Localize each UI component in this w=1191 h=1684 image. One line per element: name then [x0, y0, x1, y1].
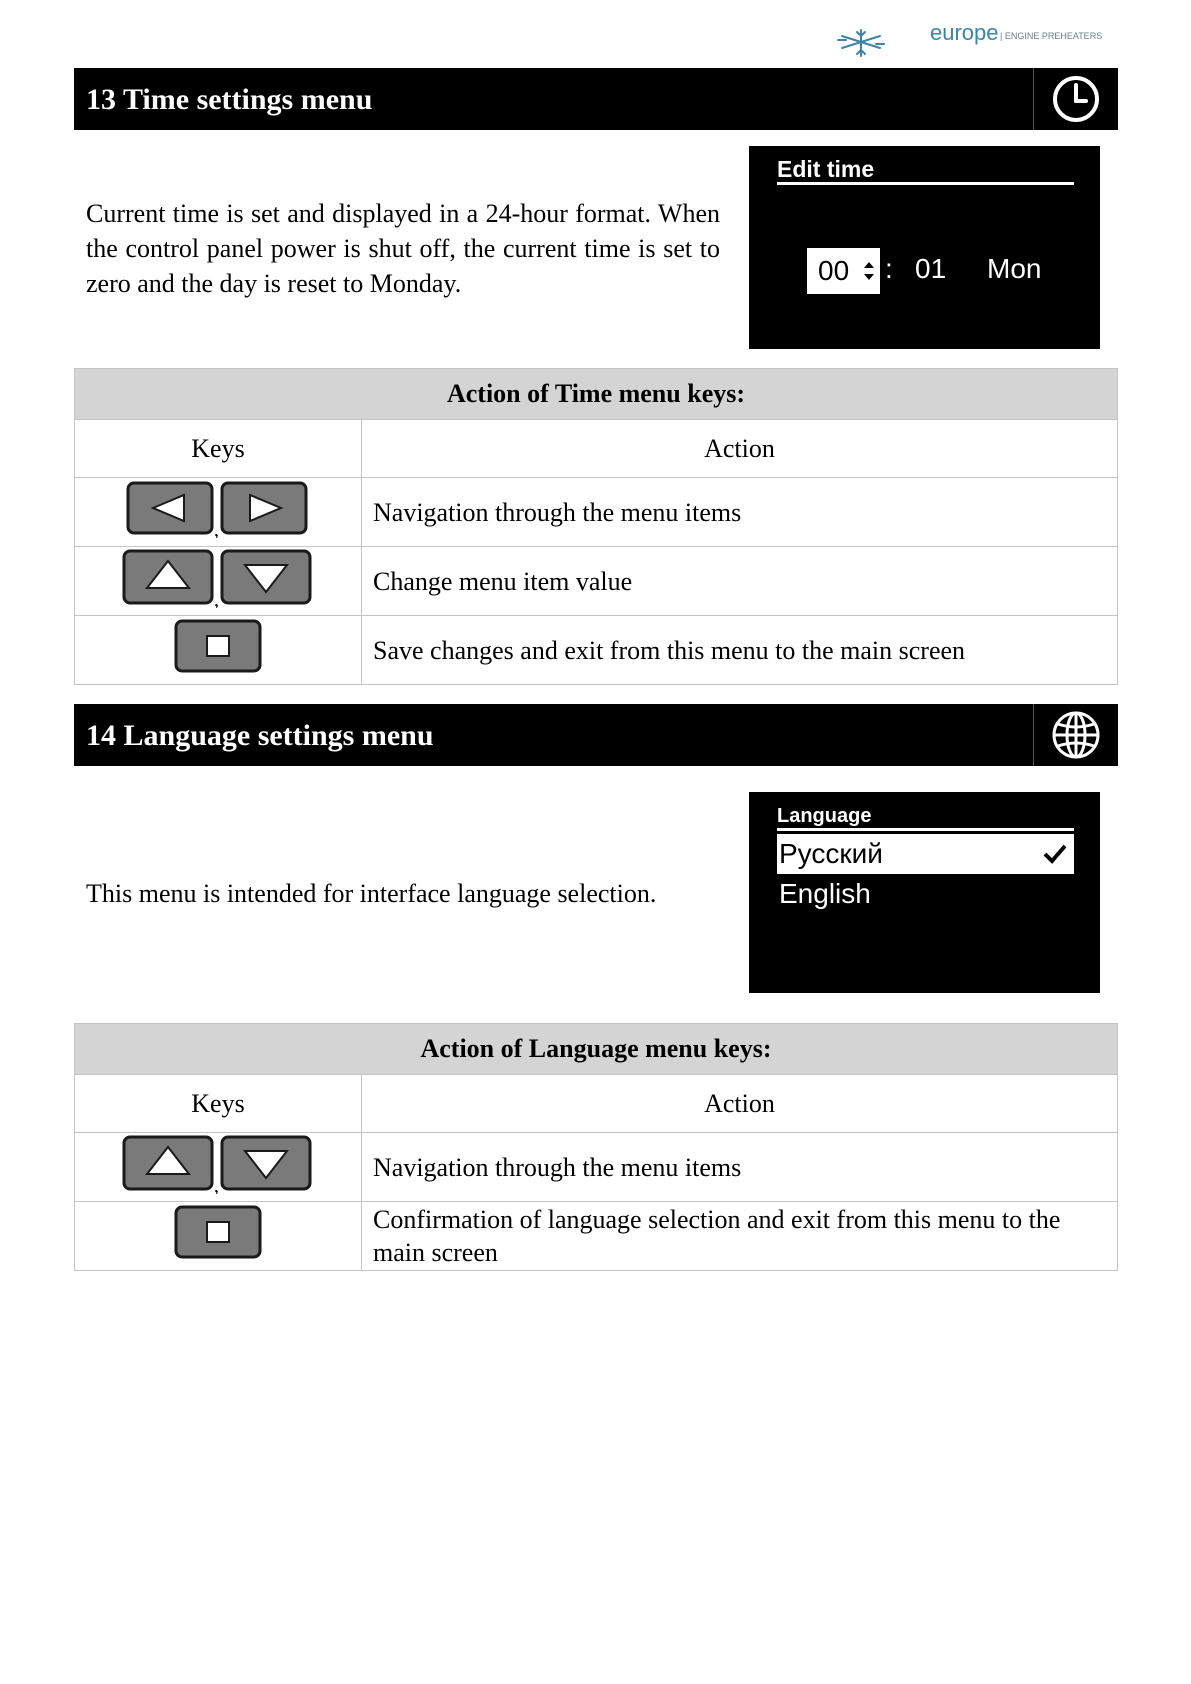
action-cell: Change menu item value: [362, 547, 1118, 616]
table-row: [75, 616, 1118, 685]
time-section-title: 13 Time settings menu: [86, 83, 373, 116]
action-cell: Navigation through the menu items: [362, 1133, 1118, 1202]
hours-field[interactable]: [807, 248, 880, 294]
language-table-action-header: Action: [362, 1075, 1118, 1133]
action-cell: Navigation through the menu items: [362, 478, 1118, 547]
left-right-keys: [125, 480, 311, 538]
table-row: [75, 1202, 1118, 1271]
table-row: [75, 478, 1118, 547]
language-option-russian[interactable]: [777, 834, 1074, 874]
action-cell: Confirmation of language selection and exit from this menu to the main screen: [362, 1202, 1118, 1271]
keys-cell: [75, 1202, 362, 1271]
keys-cell: [75, 616, 362, 685]
square-key-icon: [173, 618, 263, 676]
brand-logo: [836, 20, 1116, 58]
right-arrow-key-icon: [222, 483, 306, 533]
time-table-keys-header: Keys: [75, 420, 362, 478]
language-option-label: English: [779, 878, 871, 909]
snowflake-icon: [836, 28, 886, 58]
left-arrow-key-icon: [128, 483, 212, 533]
time-section-header: [74, 68, 1118, 130]
day-value[interactable]: Mon: [987, 253, 1042, 284]
globe-icon: [1051, 710, 1101, 760]
down-arrow-key-icon: [222, 551, 310, 603]
square-key-icon: [173, 1204, 263, 1262]
language-table-caption: Action of Language menu keys:: [75, 1024, 1118, 1075]
clock-icon: [1051, 74, 1101, 124]
language-option-english[interactable]: [777, 874, 1074, 914]
time-table-action-header: Action: [362, 420, 1118, 478]
time-section-description: Current time is set and displayed in a 24-hour format. When the control panel power is shut off, the current time is set to zero and the day is reset to Monday.: [86, 199, 720, 298]
edit-time-underline: [777, 182, 1074, 185]
time-keys-table: [74, 368, 1118, 685]
up-down-keys: [121, 1134, 315, 1194]
keys-cell: [75, 1133, 362, 1202]
table-row: [75, 547, 1118, 616]
down-arrow-key-icon: [222, 1137, 310, 1189]
key-separator: ,: [214, 1174, 219, 1194]
language-option-label: Русский: [779, 838, 883, 869]
edit-time-heading: Edit time: [777, 156, 875, 182]
language-keys-table: [74, 1023, 1118, 1271]
checkmark-icon: [1042, 843, 1068, 865]
keys-cell: [75, 478, 362, 547]
up-down-keys: [121, 548, 315, 608]
keys-cell: [75, 547, 362, 616]
language-heading: Language: [777, 805, 872, 827]
hours-value: 00: [818, 255, 850, 286]
key-separator: ,: [214, 518, 219, 538]
language-section-title: 14 Language settings menu: [86, 719, 434, 752]
time-separator: :: [885, 253, 893, 284]
up-arrow-key-icon: [124, 1137, 212, 1189]
time-table-caption: Action of Time menu keys:: [75, 369, 1118, 420]
minutes-value[interactable]: 01: [915, 253, 947, 284]
up-arrow-key-icon: [124, 551, 212, 603]
edit-time-screen: [749, 146, 1100, 349]
language-section-icon-cell: [1033, 704, 1118, 766]
language-underline: [777, 828, 1074, 831]
language-screen: [749, 792, 1100, 993]
time-section-icon-cell: [1033, 68, 1118, 130]
logo-wordmark: europe: [930, 20, 999, 45]
language-section-description: This menu is intended for interface language selection.: [86, 879, 657, 908]
logo-tagline: | ENGINE PREHEATERS: [1000, 31, 1103, 41]
spinner-arrows-icon: [863, 260, 875, 282]
action-cell: Save changes and exit from this menu to the main screen: [362, 616, 1118, 685]
table-row: [75, 1133, 1118, 1202]
language-section-header: [74, 704, 1118, 766]
key-separator: ,: [214, 588, 219, 608]
language-table-keys-header: Keys: [75, 1075, 362, 1133]
